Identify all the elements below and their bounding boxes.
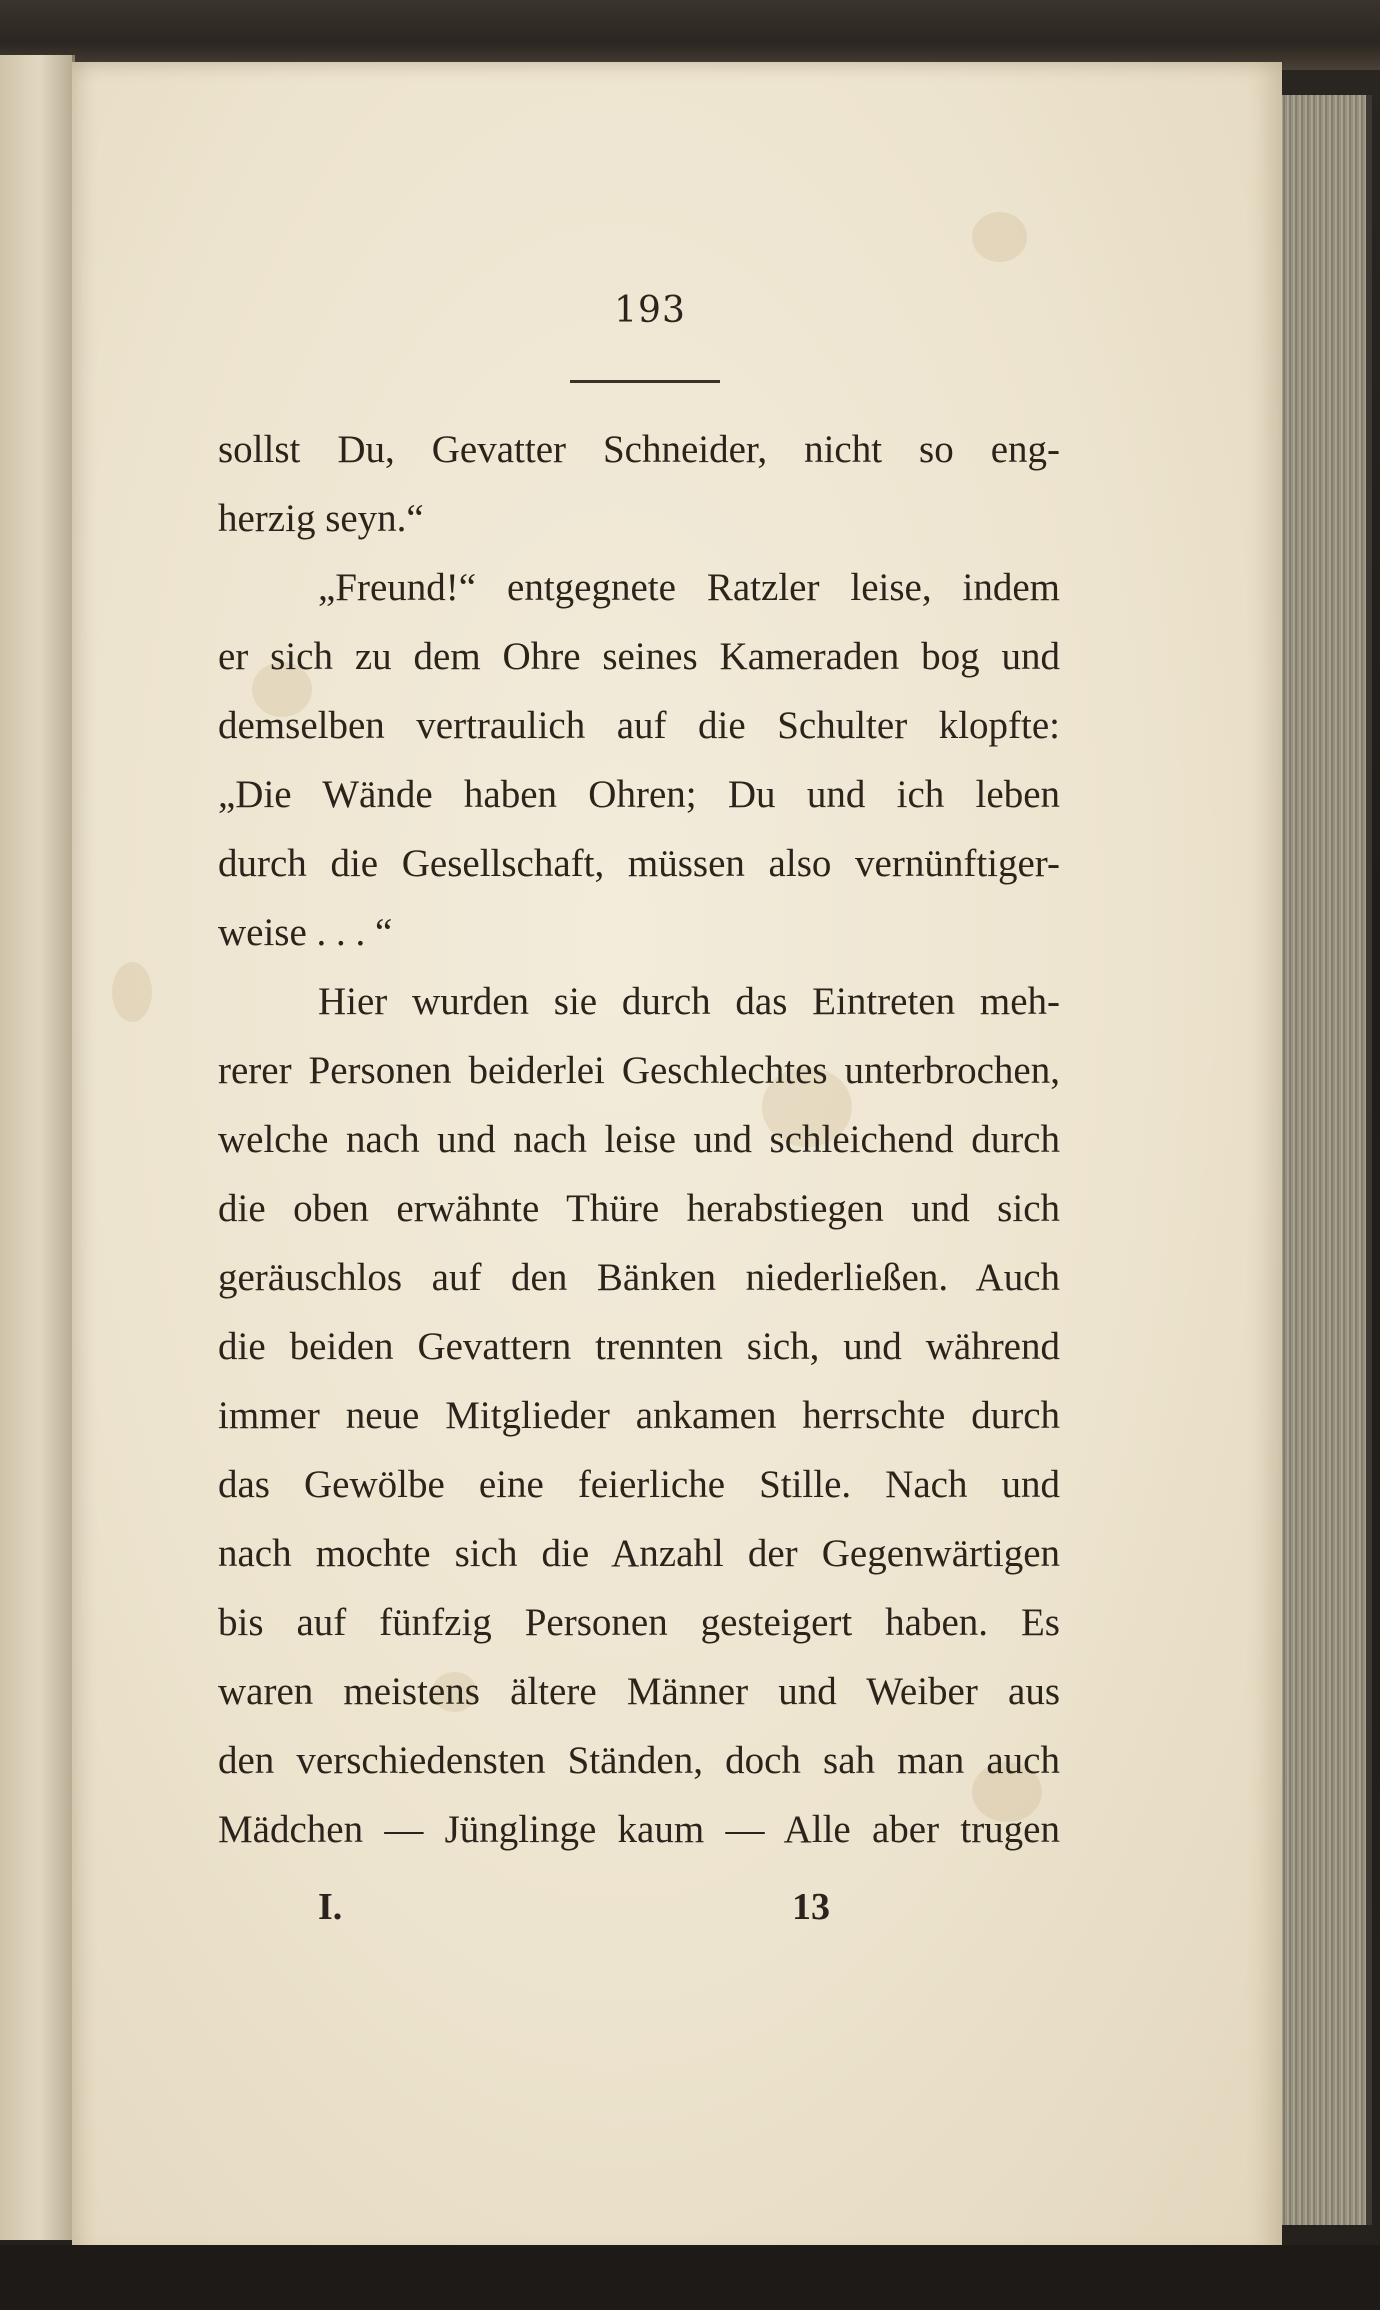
text-line: sollst Du, Gevatter Schneider, nicht so eng- [218, 428, 1060, 471]
text-line: den verschiedensten Ständen, doch sah man auch [218, 1739, 1060, 1782]
page-stack-edge [1268, 95, 1372, 2225]
text-line: Hier wurden sie durch das Eintreten meh- [318, 980, 1060, 1023]
text-line: durch die Gesellschaft, müssen also vernünftiger- [218, 842, 1060, 885]
text-line: Mädchen — Jünglinge kaum — Alle aber trugen [218, 1808, 1060, 1851]
book-top-edge [0, 0, 1380, 70]
signature-mark: 13 [792, 1886, 830, 1928]
text-line: das Gewölbe eine feierliche Stille. Nach und [218, 1463, 1060, 1506]
text-line: welche nach und nach leise und schleichend durch [218, 1118, 1060, 1161]
foxing-stain [972, 212, 1027, 262]
facing-page-edge [0, 55, 75, 2240]
text-line: immer neue Mitglieder ankamen herrschte durch [218, 1394, 1060, 1437]
page-number: 193 [614, 290, 686, 331]
text-line: die oben erwähnte Thüre herabstiegen und sich [218, 1187, 1060, 1230]
text-line: weise . . . “ [218, 911, 393, 954]
text-line: er sich zu dem Ohre seines Kameraden bog und [218, 635, 1060, 678]
text-line: demselben vertraulich auf die Schulter klopfte: [218, 704, 1060, 747]
text-line: „Freund!“ entgegnete Ratzler leise, indem [318, 566, 1060, 609]
text-line: „Die Wände haben Ohren; Du und ich leben [218, 773, 1060, 816]
text-line: nach mochte sich die Anzahl der Gegenwärtigen [218, 1532, 1060, 1575]
book-bottom-edge [0, 2245, 1380, 2310]
text-line: die beiden Gevattern trennten sich, und während [218, 1325, 1060, 1368]
body-text [218, 415, 1060, 1864]
header-rule [570, 380, 720, 383]
text-line: bis auf fünfzig Personen gesteigert haben. Es [218, 1601, 1060, 1644]
text-line: waren meistens ältere Männer und Weiber aus [218, 1670, 1060, 1713]
text-line: herzig seyn.“ [218, 497, 424, 540]
volume-marker: I. [318, 1886, 343, 1928]
text-line: geräuschlos auf den Bänken niederließen. Auch [218, 1256, 1060, 1299]
text-line: rerer Personen beiderlei Geschlechtes unterbrochen, [218, 1049, 1060, 1092]
foxing-stain [112, 962, 152, 1022]
